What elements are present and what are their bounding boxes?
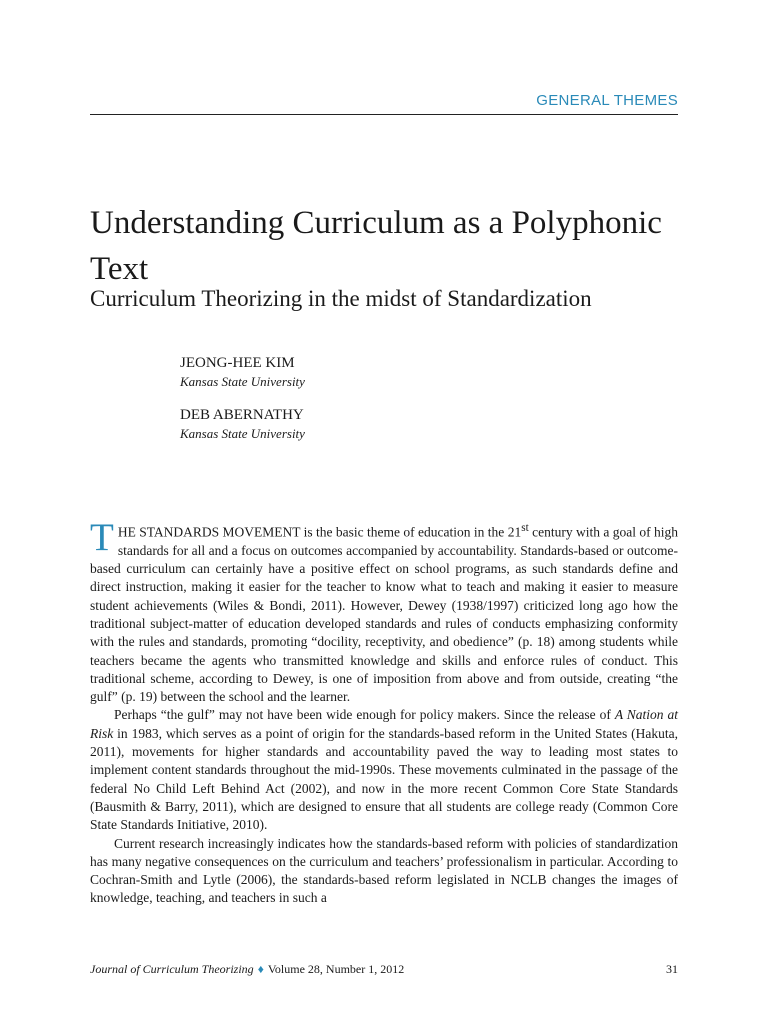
author-name: JEONG-HEE KIM: [180, 355, 295, 371]
author-list: [180, 354, 305, 458]
body-paragraph: Current research increasingly indicates how the standards-based reform with policies of standardization has many negative consequences on the curriculum and teachers’ professionalism in particular. According to Cochran-Smith and Lytle (2006), the standards-based reform legislated in NCLB changes the images of knowledge, teaching, and teachers in such a: [90, 835, 678, 906]
author-affiliation: Kansas State University: [180, 426, 305, 441]
paragraph-text: Perhaps “the gulf” may not have been wide enough for policy makers. Since the release of: [114, 707, 615, 723]
drop-cap: T: [90, 516, 114, 559]
page-footer: [90, 962, 678, 977]
footer-citation: [90, 962, 404, 977]
author-entry: [180, 354, 305, 391]
journal-name: Journal of Curriculum Theorizing: [90, 962, 254, 976]
page-number: 31: [666, 962, 678, 976]
article-title: Understanding Curriculum as a Polyphonic Text: [90, 205, 662, 287]
author-name: DEB ABERNATHY: [180, 407, 304, 423]
section-label: GENERAL THEMES: [536, 92, 678, 109]
superscript: st: [521, 522, 529, 534]
paragraph-text: in 1983, which serves as a point of origin for the standards-based reform in the United States (Hakuta, 2011), movements for higher standards and accountability paved the way to leading most states to implement content standards throughout the mid-1990s. These movements culminated in the passage of the federal No Child Left Behind Act (2002), and now in the more recent Common Core State Standards (Bausmith & Barry, 2011), which are designed to ensure that all students are college ready (Common Core State Standards Initiative, 2010).: [90, 725, 678, 833]
article-subtitle: Curriculum Theorizing in the midst of Standardization: [90, 286, 592, 311]
paragraph-text: century with a goal of high standards for all and a focus on outcomes accompanied by accountability. Standards-based or outcome-based curriculum can certainly have a positive effect on school programs, as such standards define and direct instruction, making it easier for the teacher to know what to teach and making it easier to measure student achievements (Wiles & Bondi, 2011). However, Dewey (1938/1997) criticized long ago how the traditional subject-matter of education developed standards and rules of conducts emphasizing conformity with the rules and standards, promoting “docility, receptivity, and obedience” (p. 18) among students while teachers became the agents who transmitted knowledge and skills and enforce rules of conduct. This traditional scheme, according to Dewey, is one of imposition from above and from outside, creating “the gulf” (p. 19) between the school and the learner.: [90, 524, 678, 705]
body-paragraph: [90, 706, 678, 834]
diamond-icon: ♦: [257, 962, 264, 976]
italic-title: A Nation at Risk: [90, 707, 678, 741]
body-paragraph: [90, 516, 678, 706]
article-body: [90, 516, 678, 908]
author-affiliation: Kansas State University: [180, 374, 305, 389]
author-entry: [180, 406, 305, 443]
volume-info: Volume 28, Number 1, 2012: [267, 962, 405, 976]
paragraph-text: HE STANDARDS MOVEMENT is the basic theme of education in the 21: [117, 524, 522, 540]
header-rule: [90, 114, 678, 115]
